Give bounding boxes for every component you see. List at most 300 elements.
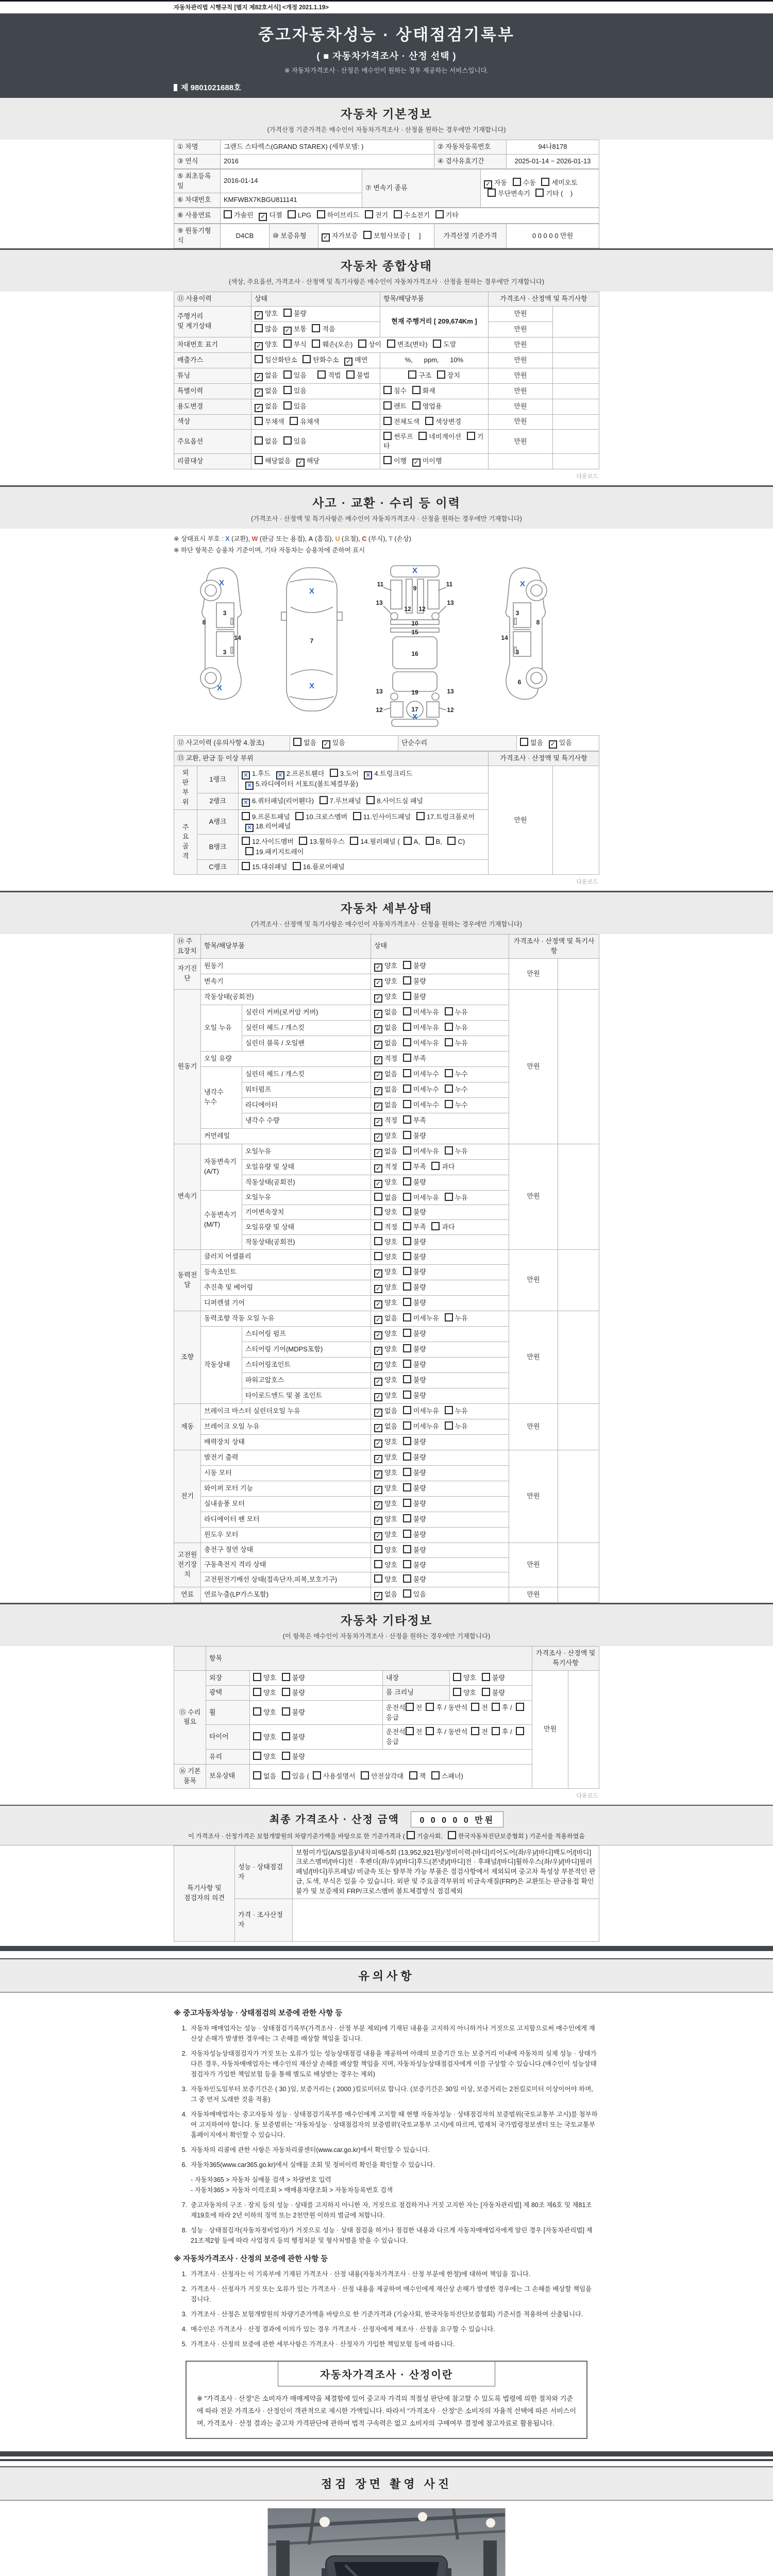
table-cell: 항목/해당부품 xyxy=(201,934,371,958)
section-title-accident: 사고 · 교환 · 수리 등 이력 xyxy=(312,496,461,510)
diagram-part-number: 3 xyxy=(515,609,519,617)
checkbox-checked-icon: ✓ xyxy=(374,979,382,987)
table-cell: 보험미가입(A/S없음)/내차피해-5회 (13,952,921원)/정비이력-[바디]리어도어(좌/우)/[바디]백도어/[바디]크로스멤버/[바디]전 · 후펜더(좌/우)/[바디]후드(본넷)/[바디]전 · 후패널/[바디]휠하우스(좌/우)/[바디]필러패널/[바디]루프패널/ 비금속 또는 탈부착 가능 부품은 점검사항에서 제외되며 중고차 특성상 부분적인 판금, 도색, 부식은 있을 수 있습니다. 외판 및 주요골격부위의 비금속재질(FRP)은 교환또는 판금용접 확인불가 및 보증제외 FRP/크로스멤버 볼트체결방식 점검제외 xyxy=(293,1845,599,1899)
checkbox-empty-icon xyxy=(445,1100,453,1108)
checkbox-empty-icon xyxy=(408,370,416,379)
table-cell: ✓ 양호 불량 xyxy=(371,1465,509,1481)
checkbox-empty-icon xyxy=(403,1023,411,1031)
basic-info-table-1 xyxy=(174,140,599,169)
table-cell: 유리 xyxy=(206,1750,250,1765)
checkbox-checked-icon: ✓ xyxy=(259,213,267,221)
checkbox-empty-icon xyxy=(282,1732,290,1740)
checkbox-checked-icon: ✓ xyxy=(283,327,292,335)
table-cell: B랭크 xyxy=(197,835,239,860)
table-cell: 스티어링 펌프 xyxy=(242,1326,371,1342)
table-cell: ② 자동차등록번호 xyxy=(434,140,507,155)
notice-number: 3. xyxy=(181,2085,187,2093)
section-header-other xyxy=(0,1603,773,1646)
notice-number: 1. xyxy=(181,2270,187,2278)
table-cell: 2025-01-14 ~ 2026-01-13 xyxy=(507,154,599,168)
checkbox-empty-icon xyxy=(282,1673,290,1681)
checkbox-empty-icon xyxy=(383,401,392,410)
table-cell: 렌트 영업용 xyxy=(380,399,489,414)
checkbox-empty-icon xyxy=(535,189,544,197)
checkbox-empty-icon xyxy=(447,837,456,845)
checkbox-empty-icon xyxy=(374,1222,382,1230)
legend-segment: (판금 또는 용접), xyxy=(258,535,309,543)
checkbox-checked-icon: ✓ xyxy=(374,1532,382,1540)
diagram-part-number: 3 xyxy=(223,609,227,617)
table-cell: 양호 불량 xyxy=(250,1700,383,1725)
table-cell: 작동상태(공회전) xyxy=(201,989,371,1005)
checkbox-checked-icon: ✓ xyxy=(255,311,263,319)
checkbox-empty-icon xyxy=(255,417,263,425)
table-cell: ✓ 없음 있음 xyxy=(251,399,380,414)
table-cell: ✓ 양호 불량 xyxy=(371,1434,509,1450)
checkbox-empty-icon xyxy=(403,1589,411,1598)
checkbox-empty-icon xyxy=(403,1545,411,1553)
table-cell: 파워고압호스 xyxy=(242,1372,371,1388)
table-cell: 외 판 부 위 xyxy=(174,766,197,809)
notice-text: 성능 · 상태점검자(자동차정비업자)가 거짓으로 성능 · 상태 점검을 하거나 점검한 내용과 다르게 자동차매매업자에게 알린 경우 [자동차관리법] 제21조제2항 등에 따라 사업정지 등의 행정처분 및 형사처벌을 받을 수 있습니다. xyxy=(191,2226,593,2244)
checkbox-checked-icon: ✓ xyxy=(344,358,352,366)
table-cell: 만원 xyxy=(489,399,553,414)
checkbox-empty-icon xyxy=(358,340,366,348)
table-cell xyxy=(489,454,553,469)
table-cell: 주요옵션 xyxy=(174,429,251,454)
table-cell: 양호 불량 xyxy=(371,1557,509,1572)
table-cell: 양호 불량 xyxy=(371,1205,509,1220)
checkbox-checked-icon: ✓ xyxy=(374,1347,382,1355)
table-cell: ✓ 양호 부식 훼손(오손) 상이 변조(변타) 도말 xyxy=(251,337,489,352)
section-note-detail: (가격조사 · 산정액 및 특기사항은 매수인이 자동차가격조사 · 산정을 원하는 경우에만 기재합니다) xyxy=(251,920,522,928)
checkbox-empty-icon xyxy=(406,1727,414,1735)
table-cell: 주행거리 및 계기상태 xyxy=(174,306,251,337)
checkbox-checked-icon: ✓ xyxy=(255,342,263,350)
table-cell: 썬루프 네비게이션 기타 xyxy=(380,429,489,454)
checkbox-empty-icon xyxy=(224,210,232,218)
notice-number: 2. xyxy=(181,2285,187,2293)
checkbox-empty-icon xyxy=(426,837,434,845)
notice-subline: - 자동차365 > 자동차 이력조회 > 매매용차량조회 > 자동차등록번호 검색 xyxy=(191,2186,393,2194)
table-cell: 무채색 유채색 xyxy=(251,414,380,429)
table-cell: 1랭크 xyxy=(197,766,239,793)
checkbox-empty-icon xyxy=(253,1707,261,1716)
table-cell: 휠 xyxy=(206,1700,250,1725)
table-cell: ✓ 양호 불량 xyxy=(371,1388,509,1403)
table-cell: 2랭크 xyxy=(197,793,239,809)
checkbox-empty-icon xyxy=(403,1177,411,1185)
checkbox-empty-icon xyxy=(492,1703,500,1711)
notice-item xyxy=(174,2225,599,2246)
checkbox-checked-icon: ✓ xyxy=(374,1592,382,1600)
notice-part2-title: ※ 자동차가격조사 · 산정의 보증에 관한 사항 등 xyxy=(174,2255,328,2263)
section-title-detail: 자동차 세부상태 xyxy=(341,901,432,915)
table-cell: ✓ 양호 불량 xyxy=(371,1372,509,1388)
checkbox-empty-icon xyxy=(282,1707,290,1716)
checkbox-empty-icon xyxy=(283,386,292,394)
table-cell: 내장 xyxy=(383,1671,450,1686)
checkbox-empty-icon xyxy=(363,231,372,239)
table-cell: ✓ 양호 불량 xyxy=(371,989,509,1005)
table-cell: 항목/해당부품 xyxy=(380,292,489,306)
checkbox-checked-icon: ✓ xyxy=(374,1439,382,1448)
table-cell: 양호 불량 xyxy=(371,1235,509,1250)
table-cell: 가격산정 기준가격 xyxy=(434,224,507,248)
table-cell: 브레이크 마스터 실린더오일 누유 xyxy=(201,1403,371,1419)
notice-text: 자동차365(www.car365.go.kr)에서 실매물 조회 및 정비이력 확인을 확인할 수 있습니다. xyxy=(191,2161,435,2168)
divider-bar-3 xyxy=(0,2459,773,2461)
checkbox-checked-icon: ✓ xyxy=(484,180,492,189)
final-price-band xyxy=(0,1805,773,1845)
checkbox-empty-icon xyxy=(425,417,433,425)
table-cell: 룸 크리닝 xyxy=(383,1685,450,1700)
checkbox-empty-icon xyxy=(383,432,392,440)
checkbox-checked-icon: ✓ xyxy=(374,963,382,972)
table-cell xyxy=(553,337,599,352)
checkbox-empty-icon xyxy=(253,1688,261,1696)
checkbox-checked-icon: ✓ xyxy=(374,1285,382,1293)
table-cell: 워터펌프 xyxy=(242,1082,371,1097)
table-cell: 그랜드 스타렉스(GRAND STAREX) (세부모델: ) xyxy=(221,140,434,155)
checkbox-checked-icon: ✓ xyxy=(549,740,557,749)
table-cell: 적정 부족 과다 xyxy=(371,1220,509,1235)
checkbox-empty-icon xyxy=(288,210,296,218)
checkbox-empty-icon xyxy=(403,1222,411,1230)
checkbox-empty-icon xyxy=(403,1329,411,1337)
table-cell: 이행 ✓ 미이행 xyxy=(380,454,489,469)
table-cell: ⑨ 원동기형식 xyxy=(174,224,221,248)
table-cell xyxy=(553,454,599,469)
table-cell: ③ 연식 xyxy=(174,154,221,168)
table-cell: 오일누유 xyxy=(242,1144,371,1159)
table-cell: 전체도색 색상변경 xyxy=(380,414,489,429)
checkbox-empty-icon xyxy=(403,1421,411,1430)
checkbox-checked-icon: ✓ xyxy=(374,1393,382,1401)
checkbox-checked-icon: ✓ xyxy=(374,1149,382,1157)
table-cell: 동력조향 작동 오일 누유 xyxy=(201,1311,371,1326)
checkbox-empty-icon xyxy=(403,1514,411,1522)
checkbox-empty-icon xyxy=(403,976,411,985)
checkbox-empty-icon xyxy=(283,340,292,348)
table-cell: ✓ 없음 미세누유 누유 xyxy=(371,1311,509,1326)
table-cell: × 1.후드 × 2.프론트휀더 3.도어 × 4.트렁크리드 × 5.라디에이터 서포트(볼트체결부품) xyxy=(239,766,489,793)
download-link-other[interactable]: 다운로드 xyxy=(576,1792,598,1799)
checkbox-checked-icon: ✓ xyxy=(255,373,263,381)
checkbox-empty-icon xyxy=(445,1084,453,1093)
car-top-view xyxy=(281,568,342,711)
table-cell: 양호 불량 xyxy=(371,1543,509,1557)
notice-part1-title: ※ 중고자동차성능 · 상태점검의 보증에 관한 사항 등 xyxy=(174,2009,343,2018)
notice-item xyxy=(174,2145,599,2155)
notice-item xyxy=(174,2160,599,2170)
table-cell xyxy=(558,1450,599,1543)
table-cell: ⑦ 변속기 종류 xyxy=(362,169,481,208)
notice-item xyxy=(174,2084,599,2105)
table-cell: ⑫ 사고이력 (유의사항 4.참조) xyxy=(174,736,290,751)
final-price-note: 이 가격조사 · 산정가격은 보험개발원의 차량기준가액을 바탕으로 한 기준가격과 ( 기술사회, 한국자동차진단보증협회 ) 기준서를 적용하였음 xyxy=(174,1831,599,1840)
checkbox-checked-icon: ✓ xyxy=(374,1041,382,1049)
notice-text: 가격조사 · 산정자가 거짓 또는 오류가 있는 가격조사 · 산정 내용을 제공하여 매수인에게 재산상 손해가 발생한 경우에는 그 손해를 배상할 책임을 집니다. xyxy=(191,2285,592,2303)
notice-text: 자동차매매업자는 중고자동차 성능 · 상태점검기록부를 매수인에게 고지할 때 현행 자동차성능 · 상태점검자의 보증범위(국토교통부 고시)를 첨부하여 고지하여야 합니다. 동 보증범위는 '자동차성능 · 상태점검자의 보증범위'(국토교통부 고시)에 따르며, 법제처 국가법령정보센터 또는 국토교통부 홈페이지에서 확인할 수 있습니다. xyxy=(191,2110,598,2139)
checkbox-empty-icon xyxy=(303,355,311,363)
table-cell: 성능 · 상태점검 자 xyxy=(235,1845,293,1899)
diagram-x-mark: X xyxy=(216,684,223,693)
checkbox-empty-icon xyxy=(488,189,496,197)
checkbox-x-icon: × xyxy=(245,782,254,790)
table-cell: 만원 xyxy=(489,352,553,368)
checkbox-empty-icon xyxy=(242,837,250,845)
checkbox-checked-icon: ✓ xyxy=(374,1470,382,1479)
checkbox-empty-icon xyxy=(403,1100,411,1108)
checkbox-empty-icon xyxy=(403,1007,411,1015)
diagram-x-mark: X xyxy=(309,682,315,691)
checkbox-empty-icon xyxy=(374,1545,382,1553)
checkbox-empty-icon xyxy=(412,386,421,394)
checkbox-empty-icon xyxy=(467,432,475,440)
table-cell: 15.대쉬패널 16.플로어패널 xyxy=(239,860,489,875)
table-cell: ✓ 없음 있음 적법 불법 xyxy=(251,368,380,383)
legend-segment: (교환), xyxy=(229,535,252,543)
table-cell: 항목 xyxy=(206,1647,532,1671)
checkbox-empty-icon xyxy=(242,862,250,870)
checkbox-checked-icon: ✓ xyxy=(322,740,330,749)
checkbox-empty-icon xyxy=(448,1831,456,1839)
checkbox-empty-icon xyxy=(282,1688,290,1696)
table-cell: 만원 xyxy=(489,414,553,429)
section-note-basic: (가격산정 기준가격은 매수인이 자동차가격조사 · 산정을 원하는 경우에만 기재합니다) xyxy=(267,126,506,133)
table-cell: 변속기 xyxy=(174,1144,201,1249)
table-cell: ✓ 자동 수동 세미오토 무단변속기 기타 ( ) xyxy=(481,169,599,208)
checkbox-empty-icon xyxy=(350,837,358,845)
table-cell: 양호 불량 xyxy=(371,1249,509,1264)
table-cell: ⑥ 차대번호 xyxy=(174,193,221,208)
table-cell: 운전석 전 후 / 동반석 전 후 /응급 xyxy=(383,1725,532,1750)
download-link-overall[interactable]: 다운로드 xyxy=(576,473,598,480)
table-cell: 가솔린 ✓ 디젤 LPG 하이브리드 전기 수소전기 기타 xyxy=(221,208,599,224)
table-cell xyxy=(558,1543,599,1587)
checkbox-empty-icon xyxy=(520,738,528,746)
checkbox-empty-icon xyxy=(253,1771,261,1780)
table-cell: %, ppm, 10% xyxy=(380,352,489,368)
checkbox-empty-icon xyxy=(403,1452,411,1461)
table-cell: 운전석 전 후 / 동반석 전 후 /응급 xyxy=(383,1700,532,1725)
checkbox-empty-icon xyxy=(242,812,250,820)
notice-number: 7. xyxy=(181,2201,187,2209)
checkbox-empty-icon xyxy=(253,1752,261,1760)
checkbox-empty-icon xyxy=(445,1038,453,1046)
checkbox-checked-icon: ✓ xyxy=(374,1087,382,1095)
table-cell: 원동기 xyxy=(201,958,371,974)
table-cell: 자동변속기 (A/T) xyxy=(201,1144,242,1190)
table-cell: 만원 xyxy=(509,1311,558,1403)
checkbox-empty-icon xyxy=(330,769,338,777)
checkbox-empty-icon xyxy=(445,1421,453,1430)
checkbox-empty-icon xyxy=(403,1193,411,1201)
price-definition-title: 자동차가격조사 · 산정이란 xyxy=(278,2361,495,2386)
section-title-other: 자동차 기타정보 xyxy=(341,1614,432,1628)
checkbox-empty-icon xyxy=(374,1207,382,1215)
table-cell xyxy=(553,429,599,454)
legend-segment: (요철), xyxy=(340,535,362,543)
table-cell: 2016-01-14 xyxy=(221,169,362,193)
checkbox-empty-icon xyxy=(453,1673,461,1681)
notice-item xyxy=(174,2284,599,2304)
table-cell: 클러치 어셈블리 xyxy=(201,1249,371,1264)
table-cell: 만원 xyxy=(489,368,553,383)
table-cell: 용도변경 xyxy=(174,399,251,414)
inspector-notes-table xyxy=(174,1845,599,1942)
notice-number: 1. xyxy=(181,2024,187,2032)
table-cell: ✓ 양호 불량 xyxy=(371,1357,509,1372)
notice-text: 가격조사 · 산정은 보험개발원의 차량기준가액을 바탕으로 한 기준가격과 (기술사회, 한국자동차진단보증협회) 기준서를 적용하여 산출됩니다. xyxy=(191,2310,583,2318)
table-cell: 많음 ✓ 보통 적음 xyxy=(251,321,380,337)
final-price-label: 최종 가격조사 · 산정 금액 xyxy=(269,1814,399,1825)
diagram-part-number: 14 xyxy=(501,634,508,642)
table-cell: 등속조인트 xyxy=(201,1264,371,1280)
checkbox-empty-icon xyxy=(403,1084,411,1093)
table-cell: 상태 xyxy=(371,934,509,958)
notice-list-1 xyxy=(174,2023,599,2246)
panel-rank-table xyxy=(174,751,599,875)
checkbox-empty-icon xyxy=(445,1193,453,1201)
checkbox-empty-icon xyxy=(409,1771,417,1780)
inspection-photo-front xyxy=(267,2508,506,2576)
table-cell: 만원 xyxy=(489,766,553,875)
section-title-overall: 자동차 종합상태 xyxy=(341,259,432,273)
table-cell: 튜닝 xyxy=(174,368,251,383)
diagram-part-number: 7 xyxy=(310,637,314,645)
checkbox-empty-icon xyxy=(445,1406,453,1414)
table-cell: 없음 ✓ 있음 xyxy=(517,736,599,751)
checkbox-empty-icon xyxy=(366,796,375,804)
table-cell: ✓ 없음 미세누유 누유 xyxy=(371,1020,509,1036)
table-cell: ✓ 없음 미세누유 누유 xyxy=(371,1036,509,1051)
table-cell: ✓ 양호 불량 xyxy=(371,1264,509,1280)
diagram-part-number: 3 xyxy=(515,649,519,656)
checkbox-empty-icon xyxy=(471,1703,479,1711)
table-cell: 양호 불량 xyxy=(250,1685,383,1700)
section-header-detail xyxy=(0,891,773,934)
table-cell xyxy=(553,368,599,383)
table-cell: 가격조사 · 산정액 및 특기사항 xyxy=(489,292,599,306)
table-cell: 기어변속장치 xyxy=(242,1205,371,1220)
checkbox-empty-icon xyxy=(403,961,411,969)
download-link-accident[interactable]: 다운로드 xyxy=(576,878,598,885)
checkbox-empty-icon xyxy=(403,1069,411,1077)
checkbox-empty-icon xyxy=(403,1360,411,1368)
checkbox-empty-icon xyxy=(283,309,292,317)
checkbox-empty-icon xyxy=(403,1391,411,1399)
table-cell: ✓ 적정 부족 과다 xyxy=(371,1159,509,1175)
checkbox-empty-icon xyxy=(431,1222,440,1230)
checkbox-empty-icon xyxy=(317,210,325,218)
table-cell xyxy=(553,352,599,368)
table-cell: 디퍼렌셜 기어 xyxy=(201,1295,371,1311)
diagram-part-number: 9 xyxy=(413,585,417,592)
checkbox-empty-icon xyxy=(403,1344,411,1352)
notice-number: 6. xyxy=(181,2161,187,2168)
table-cell: ✓ 없음 있음 xyxy=(251,383,380,399)
page-subtitle: ( ■ 자동차가격조사 · 산정 선택 ) xyxy=(316,51,457,61)
checkbox-checked-icon: ✓ xyxy=(412,459,421,467)
table-cell: D4CB xyxy=(221,224,270,248)
table-cell: × 6.쿼터패널(리어휀다) 7.루브패널 8.사이드실 패널 xyxy=(239,793,489,809)
notice-number: 4. xyxy=(181,2110,187,2118)
checkbox-checked-icon: ✓ xyxy=(374,1118,382,1126)
table-cell: ✓ 자가보증 보험사보증 [ ] xyxy=(318,224,434,248)
table-cell: 만원 xyxy=(509,1144,558,1249)
page-title: 중고자동차성능 · 상태점검기록부 xyxy=(258,26,515,44)
diagram-part-number: 12 xyxy=(447,706,454,714)
table-cell: 가격조사 · 산정액 및 특기사항 xyxy=(509,934,599,958)
checkbox-empty-icon xyxy=(387,340,395,348)
checkbox-empty-icon xyxy=(435,210,444,218)
table-cell: 타이어 xyxy=(206,1725,250,1750)
notice-number: 8. xyxy=(181,2226,187,2234)
checkbox-empty-icon xyxy=(253,1732,261,1740)
table-cell: 침수 화재 xyxy=(380,383,489,399)
price-definition-text: ※ "가격조사 · 산정"은 소비자가 매매계약을 체결함에 있어 중고차 가격의 적절성 판단에 참고할 수 있도록 법령에 의한 절차와 기준에 따라 전문 가격조사 · 산정인이 객관적으로 제시한 가액입니다. 따라서 "가격조사 · 산정"은 소비자의 자율적 선택에 따른 서비스이며, 가격조사 · 산정 결과는 중고차 가격판단에 관하여 법적 구속력은 없고 소비자의 구매여부 결정에 참고자료로 활용됩니다. xyxy=(197,2394,576,2427)
checkbox-empty-icon xyxy=(293,862,301,870)
diagram-part-number: 13 xyxy=(447,599,454,607)
legend-segment: X xyxy=(225,535,230,543)
checkbox-empty-icon xyxy=(283,370,292,379)
table-cell: 외장 xyxy=(206,1671,250,1686)
divider-bar xyxy=(0,1946,773,1951)
checkbox-empty-icon xyxy=(346,370,355,379)
checkbox-empty-icon xyxy=(313,1771,321,1780)
table-cell: 오일유량 및 상태 xyxy=(242,1220,371,1235)
diagram-part-number: 13 xyxy=(376,599,383,607)
checkbox-empty-icon xyxy=(445,1023,453,1031)
table-cell: 냉각수 수량 xyxy=(242,1113,371,1128)
checkbox-checked-icon: ✓ xyxy=(374,1072,382,1080)
table-cell: 연료누출(LP가스포함) xyxy=(201,1587,371,1603)
table-cell: 와이퍼 모터 기능 xyxy=(201,1481,371,1496)
diagram-part-number: 15 xyxy=(411,629,418,636)
checkbox-empty-icon xyxy=(403,1252,411,1260)
checkbox-empty-icon xyxy=(403,1499,411,1507)
checkbox-empty-icon xyxy=(282,1771,290,1780)
checkbox-empty-icon xyxy=(383,456,392,464)
legend-segment: U xyxy=(335,535,340,543)
overall-condition-table xyxy=(174,292,599,469)
diagram-part-number: 11 xyxy=(377,581,384,588)
table-cell: 만원 xyxy=(509,1543,558,1587)
table-cell: 조향 xyxy=(174,1311,201,1403)
checkbox-empty-icon xyxy=(374,1574,382,1583)
table-cell: ⑮ 수리 필요 xyxy=(174,1671,206,1765)
table-cell: 양호 불량 xyxy=(371,1572,509,1587)
table-cell: ✓ 적정 부족 xyxy=(371,1113,509,1128)
checkbox-empty-icon xyxy=(403,1437,411,1445)
checkbox-empty-icon xyxy=(403,1162,411,1170)
table-cell: ✓ 양호 불량 xyxy=(251,306,380,321)
checkbox-empty-icon xyxy=(295,812,304,820)
table-cell: 커먼레일 xyxy=(201,1128,371,1144)
table-cell: 특별이력 xyxy=(174,383,251,399)
checkbox-empty-icon xyxy=(403,1131,411,1139)
notice-item xyxy=(174,2324,599,2334)
checkbox-checked-icon: ✓ xyxy=(374,1362,382,1370)
section-note-overall: (색상, 주요옵션, 가격조사 · 산정액 및 특기사항은 매수인이 자동차가격조사 · 산정을 원하는 경우에만 기재합니다) xyxy=(228,278,545,285)
table-cell xyxy=(553,766,599,875)
checkbox-checked-icon: ✓ xyxy=(374,1331,382,1340)
checkbox-checked-icon: ✓ xyxy=(374,1164,382,1173)
checkbox-empty-icon xyxy=(403,1207,411,1215)
checkbox-empty-icon xyxy=(403,1282,411,1291)
